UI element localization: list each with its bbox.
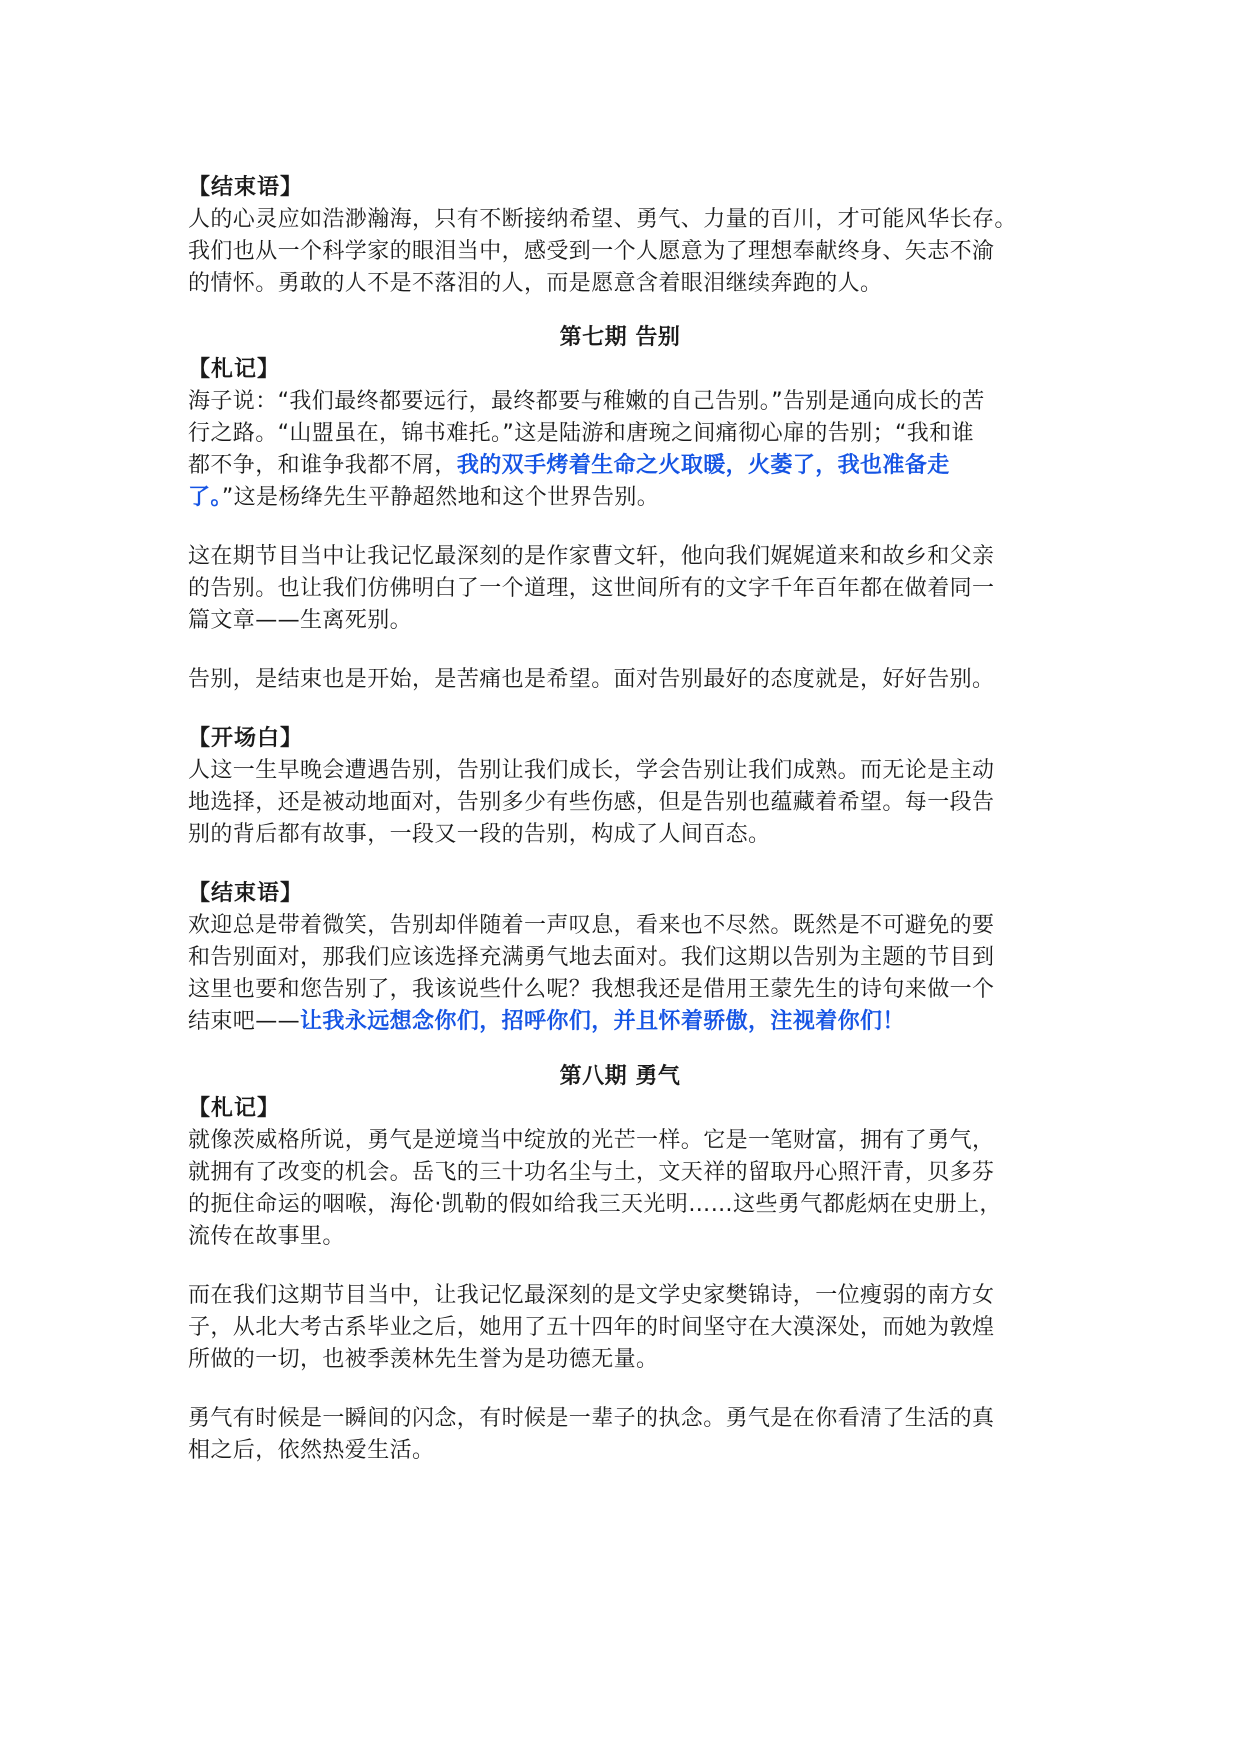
notes-text-line: 流传在故事里。 xyxy=(188,1224,345,1249)
paragraph-line: 而在我们这期节目当中，让我记忆最深刻的是文学史家樊锦诗，一位瘦弱的南方女 xyxy=(188,1283,995,1308)
paragraph-line: 这在期节目当中让我记忆最深刻的是作家曹文轩，他向我们娓娓道来和故乡和父亲 xyxy=(188,544,995,569)
highlighted-quote-end: 了。 xyxy=(188,485,222,510)
paragraph-line: 勇气有时候是一瞬间的闪念，有时候是一辈子的执念。勇气是在你看清了生活的真 xyxy=(188,1406,995,1431)
notes-label: 【札记】 xyxy=(188,1096,281,1121)
section-title-episode-8: 第八期 勇气 xyxy=(559,1064,681,1089)
notes-text-line xyxy=(188,450,950,482)
opening-text-line: 人这一生早晚会遭遇告别，告别让我们成长，学会告别让我们成熟。而无论是主动 xyxy=(188,758,995,783)
paragraph-line: 子，从北大考古系毕业之后，她用了五十四年的时间坚守在大漠深处，而她为敦煌 xyxy=(188,1315,995,1340)
notes-text-line xyxy=(188,482,659,514)
closing-text-line xyxy=(188,1006,905,1038)
notes-text-line: 海子说：“我们最终都要远行，最终都要与稚嫩的自己告别。”告别是通向成长的苦 xyxy=(188,389,985,414)
closing-text-line: 我们也从一个科学家的眼泪当中，感受到一个人愿意为了理想奉献终身、矢志不渝 xyxy=(188,239,995,264)
opening-text-line: 别的背后都有故事，一段又一段的告别，构成了人间百态。 xyxy=(188,822,771,847)
closing-text-line: 的情怀。勇敢的人不是不落泪的人，而是愿意含着眼泪继续奔跑的人。 xyxy=(188,271,883,296)
opening-text-line: 地选择，还是被动地面对，告别多少有些伤感，但是告别也蕴藏着希望。每一段告 xyxy=(188,790,995,815)
highlighted-poem-quote: 让我永远想念你们，招呼你们，并且怀着骄傲，注视着你们！ xyxy=(300,1009,905,1034)
closing-label: 【结束语】 xyxy=(188,881,304,906)
notes-label: 【札记】 xyxy=(188,357,281,382)
closing-label: 【结束语】 xyxy=(188,175,304,200)
notes-text-line: 就像茨威格所说，勇气是逆境当中绽放的光芒一样。它是一笔财富，拥有了勇气， xyxy=(188,1128,995,1153)
highlighted-quote: 我的双手烤着生命之火取暖，火萎了，我也准备走 xyxy=(456,453,950,478)
section-title-episode-7: 第七期 告别 xyxy=(559,325,681,350)
paragraph-line: 相之后，依然热爱生活。 xyxy=(188,1438,435,1463)
notes-plain-text: 都不争，和谁争我都不屑， xyxy=(188,453,457,478)
notes-text-line: 行之路。“山盟虽在，锦书难托。”这是陆游和唐琬之间痛彻心扉的告别；“我和谁 xyxy=(188,421,974,446)
paragraph-line: 篇文章——生离死别。 xyxy=(188,608,413,633)
notes-plain-text: ”这是杨绛先生平静超然地和这个世界告别。 xyxy=(221,485,660,510)
closing-plain-text: 结束吧—— xyxy=(188,1009,301,1034)
closing-text-line: 人的心灵应如浩渺瀚海，只有不断接纳希望、勇气、力量的百川，才可能风华长存。 xyxy=(188,207,1017,232)
paragraph-line: 告别，是结束也是开始，是苦痛也是希望。面对告别最好的态度就是，好好告别。 xyxy=(188,667,995,692)
paragraph-line: 的告别。也让我们仿佛明白了一个道理，这世间所有的文字千年百年都在做着同一 xyxy=(188,576,995,601)
notes-text-line: 就拥有了改变的机会。岳飞的三十功名尘与土，文天祥的留取丹心照汗青，贝多芬 xyxy=(188,1160,995,1185)
closing-text-line: 这里也要和您告别了，我该说些什么呢？我想我还是借用王蒙先生的诗句来做一个 xyxy=(188,977,995,1002)
notes-text-line: 的扼住命运的咽喉，海伦·凯勒的假如给我三天光明……这些勇气都彪炳在史册上， xyxy=(188,1192,1002,1217)
closing-text-line: 和告别面对，那我们应该选择充满勇气地去面对。我们这期以告别为主题的节目到 xyxy=(188,945,995,970)
opening-label: 【开场白】 xyxy=(188,726,304,751)
closing-text-line: 欢迎总是带着微笑，告别却伴随着一声叹息，看来也不尽然。既然是不可避免的要 xyxy=(188,913,995,938)
paragraph-line: 所做的一切，也被季羡林先生誉为是功德无量。 xyxy=(188,1347,659,1372)
